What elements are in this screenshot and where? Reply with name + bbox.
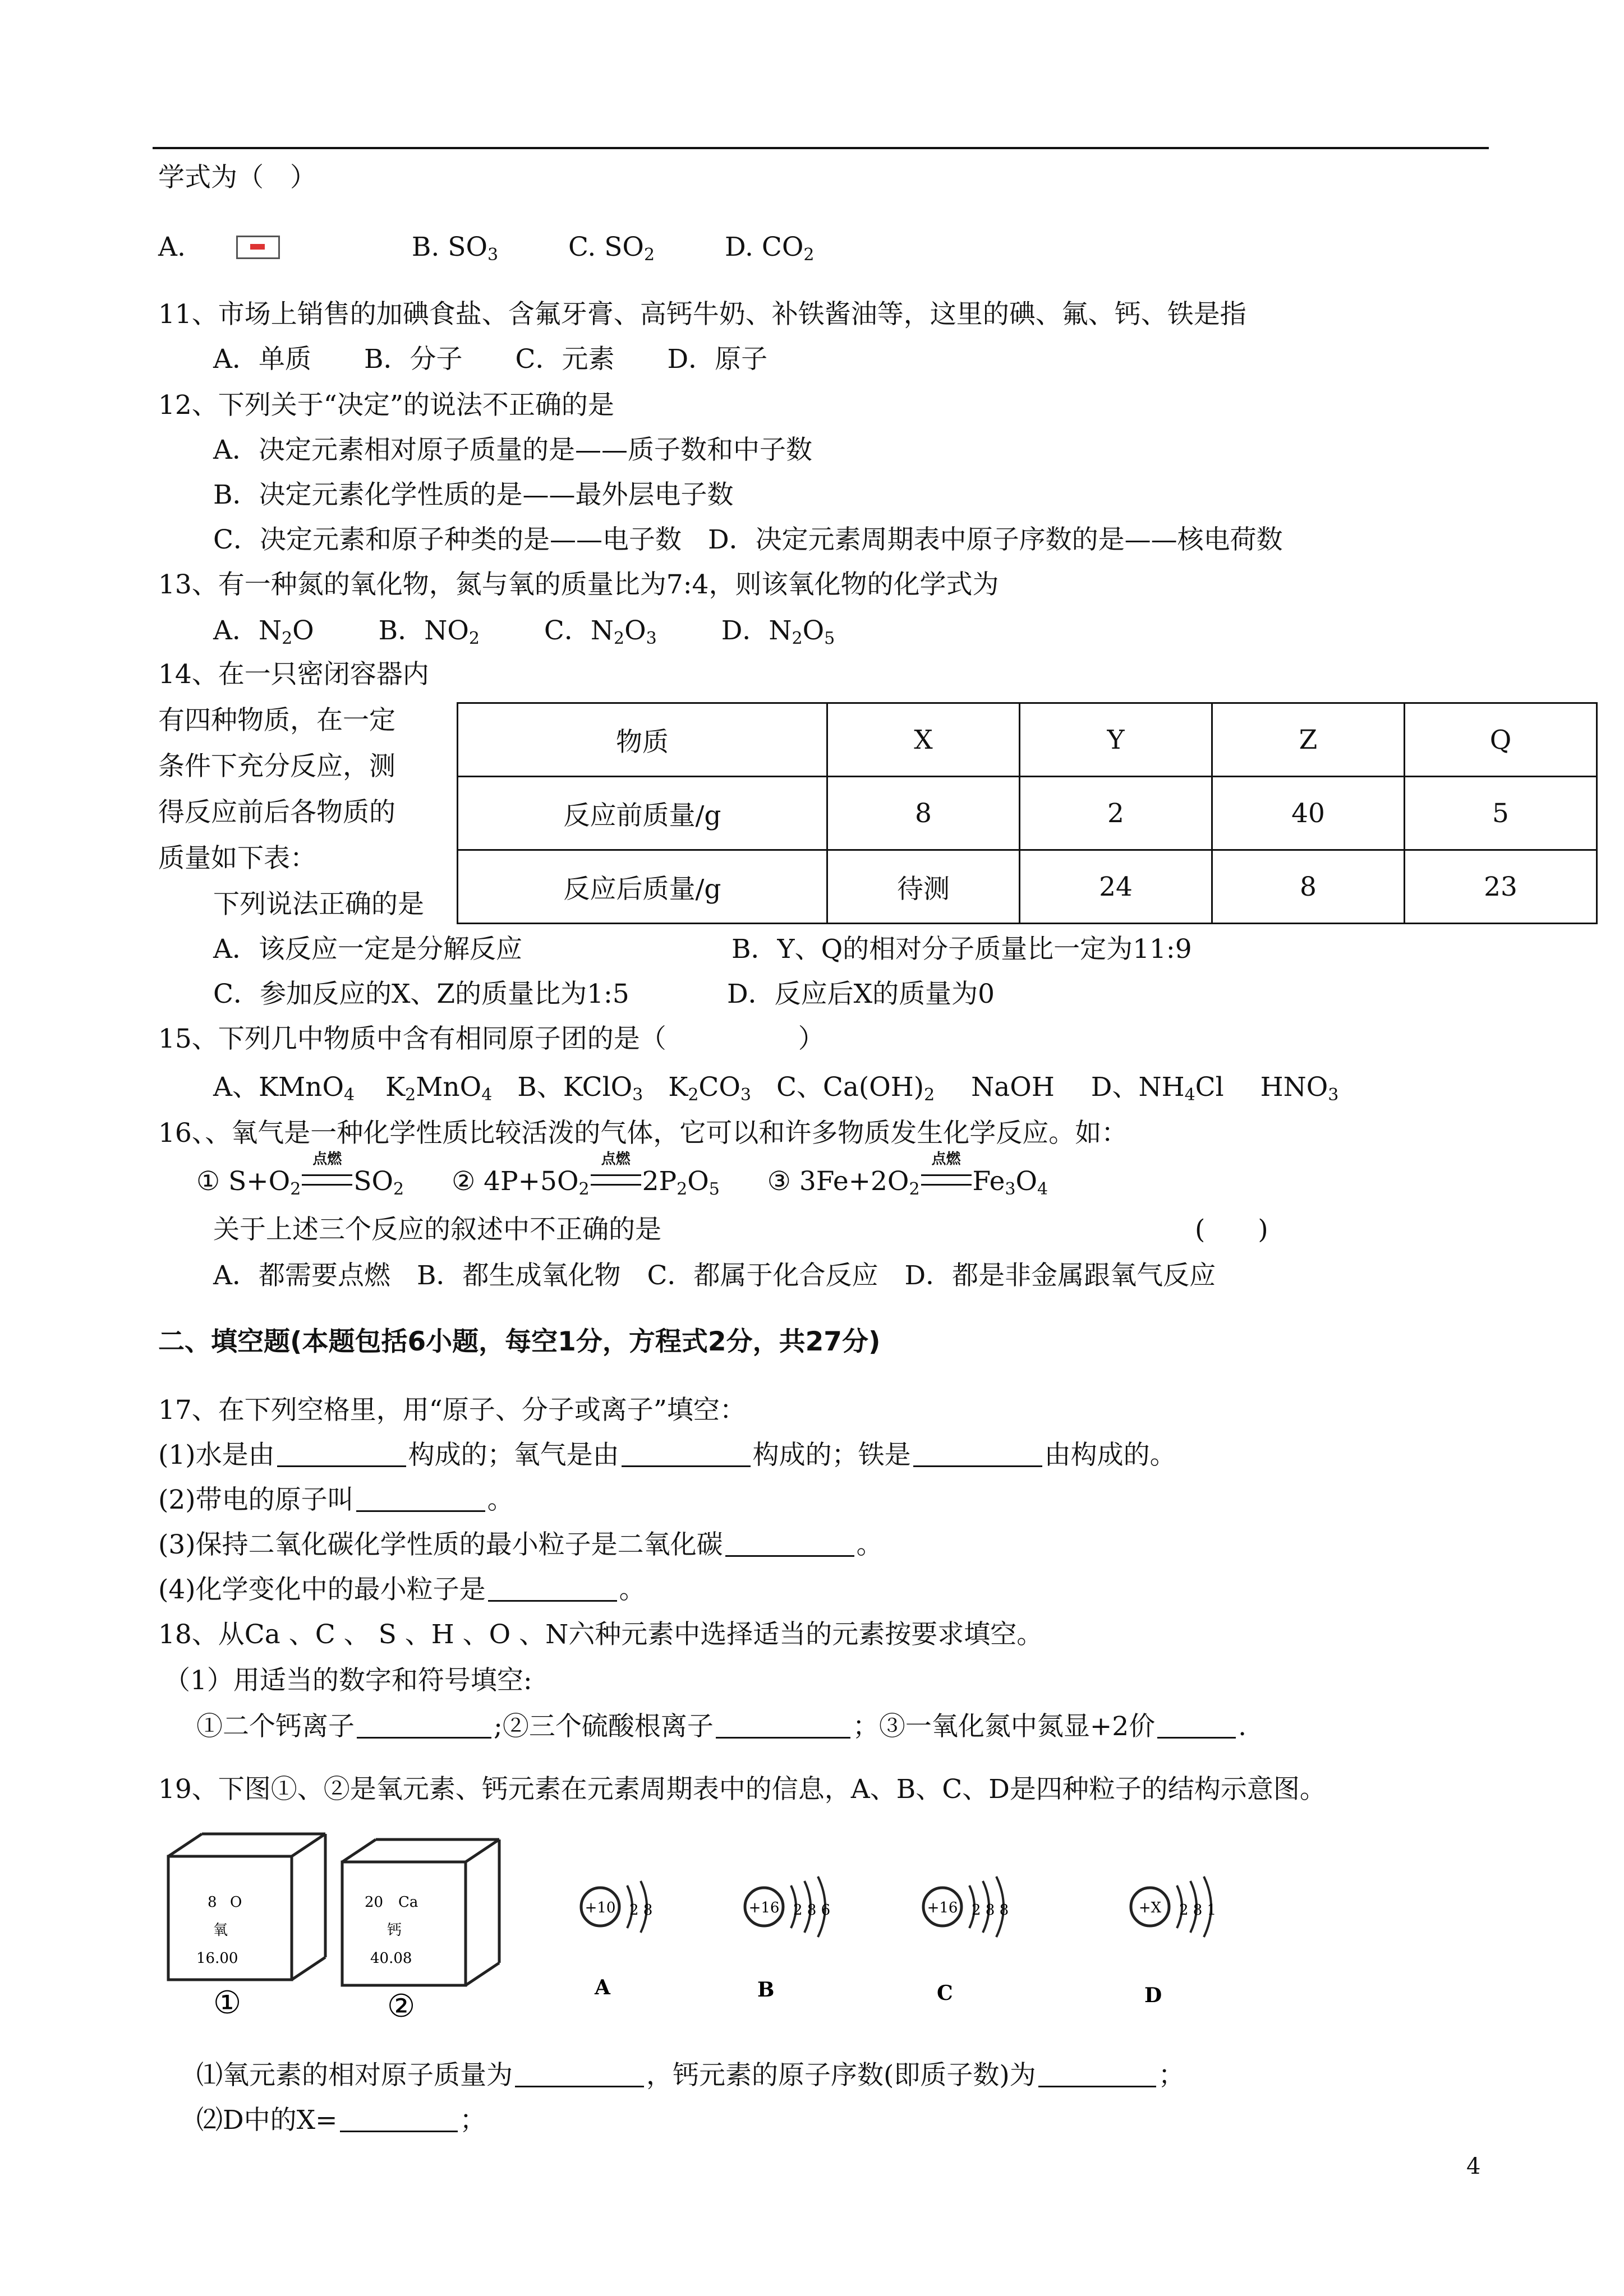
q17-line-4: (4)化学变化中的最小粒子是 。 [158,1574,646,1605]
q14-ask: 下列说法正确的是 [213,889,424,920]
answer-blank[interactable] [1157,1714,1236,1739]
q17-line-3: (3)保持二氧化碳化学性质的最小粒子是二氧化碳 。 [158,1529,883,1560]
table-cell: Q [1405,703,1597,777]
element-box-calcium-number: 20 [365,1894,384,1911]
atom-diagram-b [745,1877,830,2002]
q12-option-cd: C．决定元素和原子种类的是——电子数 D．决定元素周期表中原子序数的是——核电荷数 [213,524,1283,555]
atom-diagram-a [581,1881,652,1999]
q14-left-5: 质量如下表： [158,843,316,874]
broken-image-icon [236,236,280,259]
q16-options: A．都需要点燃 B．都生成氧化物 C．都属于化合反应 D．都是非金属跟氧气反应 [213,1260,1216,1291]
q17-line-1: (1)水是由 构成的；氧气是由 构成的；铁是 由构成的。 [158,1440,1176,1470]
answer-blank[interactable] [340,2108,458,2132]
answer-blank[interactable] [1038,2063,1156,2087]
element-box-calcium-label: ② [387,1988,416,2025]
svg-text:2 8 8: 2 8 8 [972,1902,1009,1919]
svg-text:A: A [595,1976,610,1999]
page-number: 4 [1466,2154,1481,2179]
q14-left-3: 条件下充分反应，测 [158,751,395,782]
q16-ask: 关于上述三个反应的叙述中不正确的是 [213,1214,661,1245]
table-cell: Y [1020,703,1212,777]
answer-blank[interactable] [725,1533,854,1557]
q15-stem: 15、下列几中物质中含有相同原子团的是（ ） [158,1023,825,1054]
q14-option-d: D．反应后X的质量为0 [727,979,995,1009]
q12-option-b: B．决定元素化学性质的是——最外层电子数 [213,480,734,510]
svg-text:B: B [757,1978,775,2002]
table-cell: 2 [1020,777,1212,850]
table-cell: 8 [827,777,1020,850]
table-cell: 24 [1020,850,1212,924]
element-box-calcium-symbol: Ca [398,1894,418,1911]
q17-stem: 17、在下列空格里，用“原子、分子或离子”填空： [158,1395,746,1426]
atom-diagram-d [1131,1877,1216,2007]
q12-stem: 12、下列关于“决定”的说法不正确的是 [158,390,614,421]
q14-left-1: 14、在一只密闭容器内 [158,659,429,690]
q11-stem: 11、市场上销售的加碘食盐、含氟牙膏、高钙牛奶、补铁酱油等，这里的碘、氟、钙、铁是指 [158,299,1246,330]
answer-blank[interactable] [515,2063,644,2087]
table-row [458,703,1597,777]
element-box-oxygen-mass: 16.00 [196,1950,238,1967]
table-row [458,850,1597,924]
element-box-oxygen-number: 8 [208,1894,217,1911]
q14-left-4: 得反应前后各物质的 [158,797,395,828]
q12-option-a: A．决定元素相对原子质量的是——质子数和中子数 [213,435,812,465]
table-cell: 物质 [458,703,827,777]
top-line: 学式为（ ） [158,162,316,193]
atom-diagram-c [923,1877,1009,2005]
svg-text:+X: +X [1138,1899,1162,1916]
section-heading: 二、填空题(本题包括6小题，每空1分，方程式2分，共27分) [158,1326,881,1357]
answer-blank[interactable] [622,1443,751,1467]
q16-stem: 16、、氧气是一种化学性质比较活泼的气体，它可以和许多物质发生化学反应。如： [158,1118,1128,1149]
table-cell: 8 [1212,850,1405,924]
svg-text:+16: +16 [748,1899,780,1916]
table-cell: 反应后质量/g [458,850,827,924]
svg-text:+16: +16 [927,1899,958,1916]
q18-stem: 18、从Ca 、C 、 S 、H 、O 、N六种元素中选择适当的元素按要求填空。 [158,1619,1043,1650]
q14-option-b: B．Y、Q的相对分子质量比一定为11:9 [732,934,1192,965]
q13-options: A．$N_2O$ B．$NO_2$ C．$N_2O_3$ D．$N_2O_5$ [213,615,835,648]
table-cell: 23 [1405,850,1597,924]
q17-line-2: (2)带电的原子叫 。 [158,1484,514,1515]
svg-text:C: C [937,1981,953,2005]
answer-blank[interactable] [488,1578,617,1602]
q18-sub: （1）用适当的数字和符号填空: [164,1665,532,1696]
q19-stem: 19、下图①、②是氧元素、钙元素在元素周期表中的信息，A、B、C、D是四种粒子的结构示意图。 [158,1774,1326,1805]
table-cell: 5 [1405,777,1597,850]
element-box-oxygen [168,1834,325,1980]
q14-left-2: 有四种物质，在一定 [158,705,395,736]
q16-reactions: ① $S+O_2$ 点燃 $SO_2$ ② $4P+5O_2$ 点燃 $2P_2O_5$ ③ $3Fe+2O_2$ 点燃 $Fe_3O_4$ [196,1151,1048,1199]
q18-line-1: ①二个钙离子 ;②三个硫酸根离子 ；③一氧化氮中氮显+2价 . [196,1711,1247,1742]
table-cell: Z [1212,703,1405,777]
q11-options: A．单质 B．分子 C．元素 D．原子 [213,344,768,375]
q14-data-table [457,702,1598,924]
answer-blank[interactable] [356,1488,485,1512]
element-box-calcium [342,1839,499,1985]
q16-answer-paren: ( ) [1195,1214,1268,1245]
element-box-oxygen-label: ① [213,1985,242,2021]
q14-option-c: C．参加反应的X、Z的质量比为1:5 [213,979,629,1009]
q14-option-a: A．该反应一定是分解反应 [213,934,522,965]
q13-stem: 13、有一种氮的氧化物，氮与氧的质量比为7:4，则该氧化物的化学式为 [158,569,999,600]
q10-options: A. B. $SO_3$ C. $SO_2$ D. $CO_2$ [158,232,815,265]
table-cell: 40 [1212,777,1405,850]
svg-text:2 8 1: 2 8 1 [1179,1902,1217,1919]
svg-text:2 8 6: 2 8 6 [793,1902,831,1919]
answer-blank[interactable] [716,1714,850,1739]
q19-line-1: ⑴氧元素的相对原子质量为 ，钙元素的原子序数(即质子数)为 ； [196,2060,1185,2091]
element-box-calcium-name: 钙 [387,1922,402,1939]
svg-text:+10: +10 [585,1899,616,1916]
answer-blank[interactable] [913,1443,1042,1467]
element-box-oxygen-symbol: O [230,1894,242,1911]
table-cell: 待测 [827,850,1020,924]
table-row [458,777,1597,850]
svg-text:2 8: 2 8 [629,1902,653,1919]
element-box-calcium-mass: 40.08 [370,1950,412,1967]
answer-blank[interactable] [277,1443,406,1467]
q19-line-2: ⑵D中的X= ； [196,2105,486,2136]
header-rule [153,147,1489,149]
table-cell: 反应前质量/g [458,777,827,850]
table-cell: X [827,703,1020,777]
element-box-oxygen-name: 氧 [213,1922,228,1939]
answer-blank[interactable] [357,1714,491,1739]
q15-options: A、KMnO$_4$ $K_2MnO_4$ B、KClO$_3$ $K_2CO_3$ C、$Ca(OH)_2$ NaOH D、$NH_4Cl$ $HNO_3$ [213,1072,1339,1105]
q19-figure [157,1823,1279,2041]
svg-text:D: D [1144,1984,1162,2007]
